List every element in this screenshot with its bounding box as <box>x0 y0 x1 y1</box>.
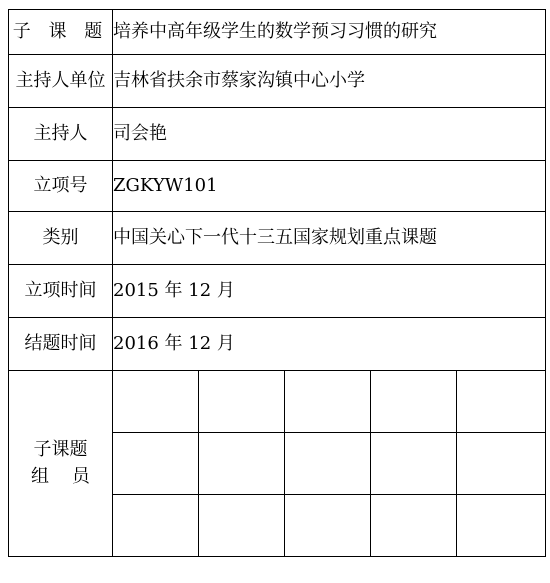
member-cell <box>457 371 546 433</box>
subtopic-label: 子 课 题 <box>9 10 113 55</box>
member-cell <box>457 495 546 557</box>
project-info-table <box>8 9 546 557</box>
member-cell <box>113 495 199 557</box>
member-cell <box>199 371 285 433</box>
row-end-date <box>9 318 546 371</box>
project-number-label: 立项号 <box>9 161 113 212</box>
end-date-label: 结题时间 <box>9 318 113 371</box>
subtopic-value: 培养中高年级学生的数学预习习惯的研究 <box>113 10 546 55</box>
row-start-date <box>9 265 546 318</box>
member-cell <box>199 433 285 495</box>
host-label: 主持人 <box>9 108 113 161</box>
start-date-value: 2015 年 12 月 <box>113 265 546 318</box>
member-cell <box>113 433 199 495</box>
host-unit-label: 主持人单位 <box>9 55 113 108</box>
member-cell <box>285 495 371 557</box>
member-cell <box>285 371 371 433</box>
row-category <box>9 212 546 265</box>
member-cell <box>371 371 457 433</box>
row-project-number <box>9 161 546 212</box>
members-label-line1: 子课题 <box>33 439 88 461</box>
category-value: 中国关心下一代十三五国家规划重点课题 <box>113 212 546 265</box>
category-label: 类别 <box>9 212 113 265</box>
host-value: 司会艳 <box>113 108 546 161</box>
members-label <box>31 437 90 489</box>
member-cell <box>457 433 546 495</box>
member-cell <box>113 371 199 433</box>
member-cell <box>371 495 457 557</box>
members-label-line2: 组 员 <box>31 465 90 487</box>
project-number-value: ZGKYW101 <box>113 161 546 212</box>
member-cell <box>199 495 285 557</box>
host-unit-value: 吉林省扶余市蔡家沟镇中心小学 <box>113 55 546 108</box>
members-row-1 <box>9 371 546 433</box>
member-cell <box>371 433 457 495</box>
row-host-unit <box>9 55 546 108</box>
start-date-label: 立项时间 <box>9 265 113 318</box>
end-date-value: 2016 年 12 月 <box>113 318 546 371</box>
members-label-cell <box>9 371 113 557</box>
row-host <box>9 108 546 161</box>
member-cell <box>285 433 371 495</box>
row-subtopic <box>9 10 546 55</box>
